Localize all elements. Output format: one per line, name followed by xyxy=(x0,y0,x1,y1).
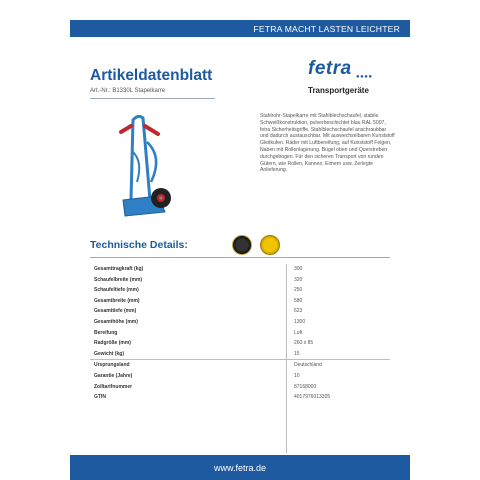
spec-row xyxy=(90,371,390,382)
spec-key: Schaufelbreite (mm) xyxy=(94,276,143,283)
title-divider xyxy=(90,98,215,99)
spec-value: 10 xyxy=(294,372,300,379)
spec-value: 300 xyxy=(294,266,303,272)
spec-value: 87168000 xyxy=(294,383,317,390)
spec-group-2 xyxy=(90,360,390,402)
spec-row xyxy=(90,306,390,317)
spec-value: 4017976013305 xyxy=(294,394,331,401)
spec-row xyxy=(90,392,390,403)
spec-row xyxy=(90,275,390,286)
fetra-logo xyxy=(308,58,388,98)
spec-value: 320 xyxy=(294,276,303,283)
footer-url-link[interactable]: www.fetra.de xyxy=(213,462,267,473)
spec-value: 623 xyxy=(294,308,303,315)
article-number: Art.-Nr.: B1330L Stapelkarre xyxy=(90,88,166,94)
datasheet-page xyxy=(70,0,410,480)
spec-group-1 xyxy=(90,264,390,359)
spec-row xyxy=(90,328,390,339)
spec-key: Gesamttragkraft (kg) xyxy=(94,266,144,272)
product-description: Stahlrohr-Stapelkarre mit Stahlblechschaufel, stabile Schweißkonstruktion, pulverbeschichtet blau RAL 5007, fetra Sicherheitsgriffe. Stahlblechschaufel anschraubbar und dadurch austauschbar. Mit auswechselbaren Kunststoff Gleitkufen. Räder mit Luftbereifung, auf Kunststoff Felgen, Naben mit Rollenlagerung. Bügel oben und Querstreben durchgebogen. Für den sicheren Transport von runden Gütern, wie Rollen, Kannen, Eimern usw. Zerlegte Anlieferung. xyxy=(260,113,395,174)
spec-key: Ursprungsland xyxy=(94,362,130,369)
hand-truck-image xyxy=(103,112,193,222)
spec-row xyxy=(90,349,390,360)
logo-word: fetra xyxy=(308,58,352,79)
header-bar xyxy=(70,20,410,37)
spec-key: Radgröße (mm) xyxy=(94,340,131,347)
spec-row xyxy=(90,296,390,307)
spec-row xyxy=(90,360,390,371)
spec-key: Gesamtbreite (mm) xyxy=(94,297,140,304)
spec-key: Bereifung xyxy=(94,329,118,336)
spec-key: Gesamttiefe (mm) xyxy=(94,308,137,315)
logo-subtitle: Transportgeräte xyxy=(308,86,369,95)
slogan: FETRA MACHT LASTEN LEICHTER xyxy=(253,23,400,34)
spec-key: Gewicht (kg) xyxy=(94,350,125,357)
spec-row xyxy=(90,382,390,393)
spec-row xyxy=(90,338,390,349)
top-margin xyxy=(70,0,410,20)
spec-key: Gesamthöhe (mm) xyxy=(94,318,138,325)
spec-row xyxy=(90,264,390,275)
spec-key: Zolltarifnummer xyxy=(94,383,133,390)
spec-key: Schaufeltiefe (mm) xyxy=(94,287,139,294)
spec-value: 15 xyxy=(294,350,300,357)
spec-value: 260 x 85 xyxy=(294,340,314,347)
spec-value: Deutschland xyxy=(294,362,322,369)
page-title: Artikeldatenblatt xyxy=(90,67,213,84)
spec-value: 580 xyxy=(294,297,303,304)
tech-divider xyxy=(90,257,390,258)
made-in-germany-badge-icon xyxy=(232,235,252,255)
spec-row xyxy=(90,317,390,328)
spec-value: 250 xyxy=(294,287,303,294)
footer-bar xyxy=(70,455,410,480)
spec-value: 1300 xyxy=(294,318,306,325)
spec-key: Garantie (Jahre) xyxy=(94,372,133,379)
logo-dots: ●●●● xyxy=(356,74,373,80)
guarantee-badge-icon xyxy=(260,235,280,255)
spec-row xyxy=(90,285,390,296)
spec-value: Luft xyxy=(294,329,303,336)
spec-table xyxy=(90,264,390,403)
tech-details-heading: Technische Details: xyxy=(90,239,188,251)
spec-key: GTIN xyxy=(94,394,106,401)
